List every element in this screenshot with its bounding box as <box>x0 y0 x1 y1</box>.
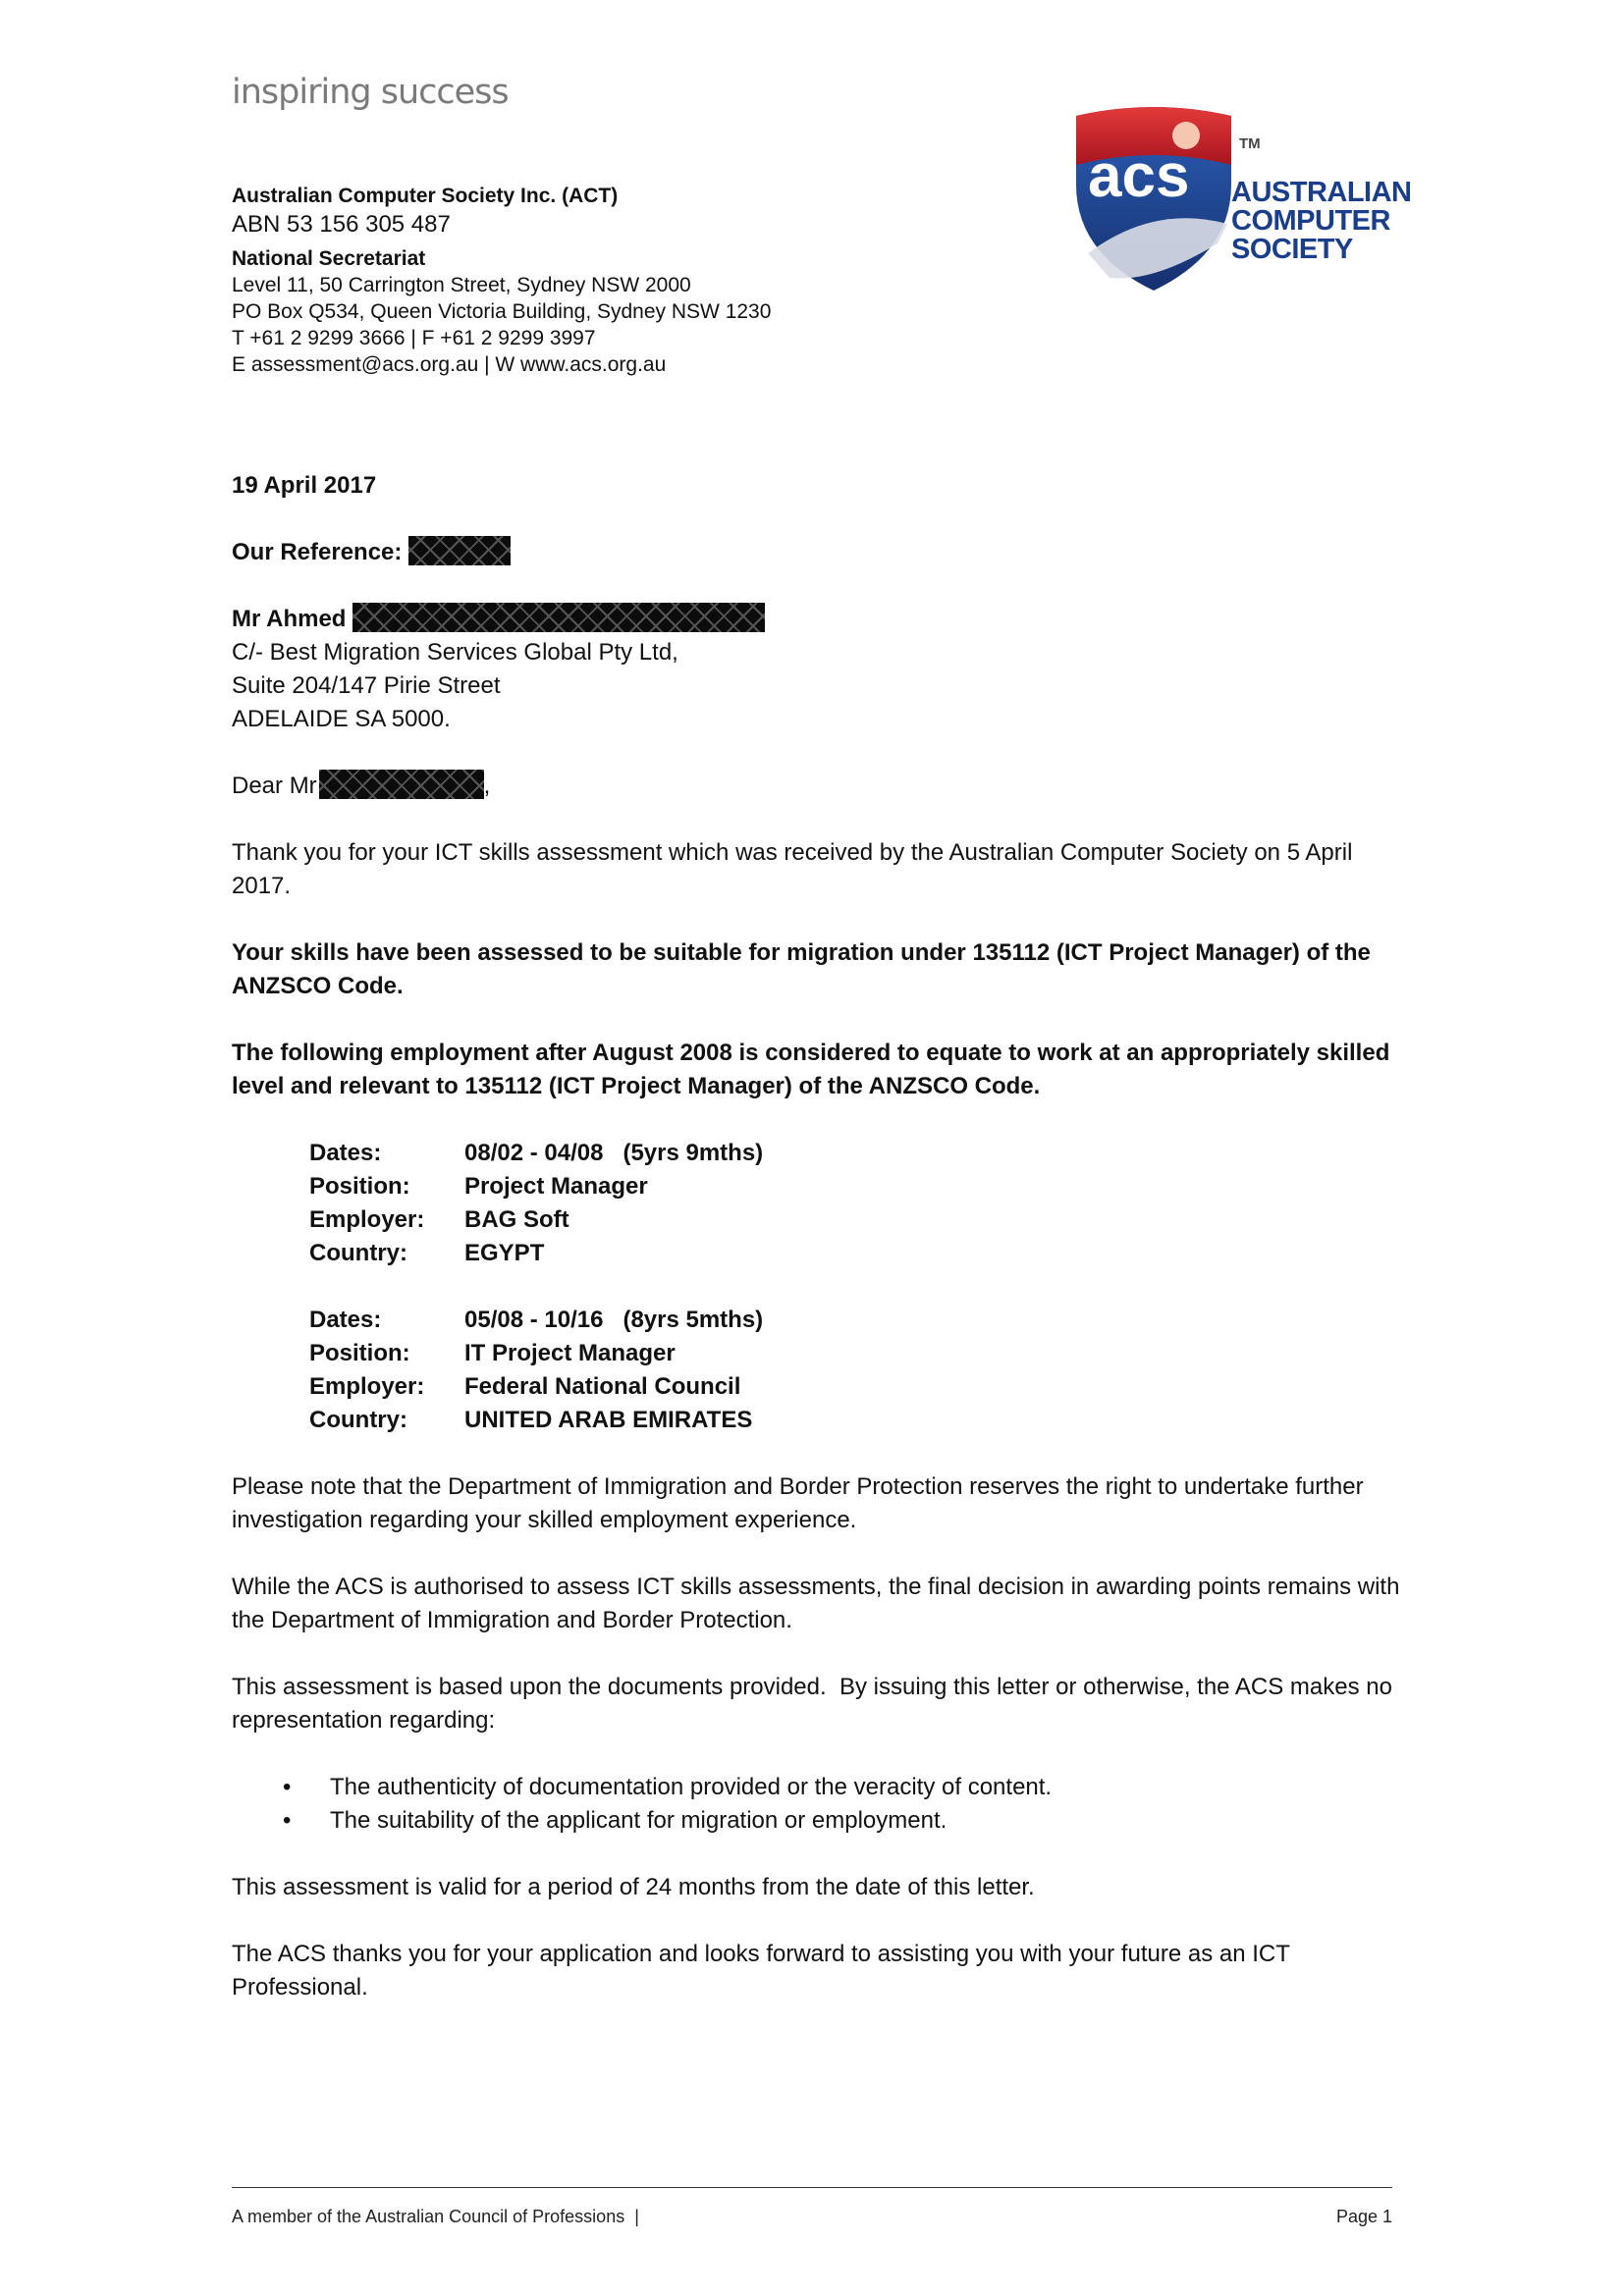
recipient-address-line: C/- Best Migration Services Global Pty Ltd, <box>232 639 678 666</box>
paragraph-note: Please note that the Department of Immigration and Border Protection reserves the right to undertake further investigation regarding your skilled employment experience. <box>232 1473 1364 1533</box>
org-name: Australian Computer Society Inc. (ACT) <box>232 185 619 207</box>
sender-address <box>232 183 771 378</box>
list-item <box>232 1804 1400 1838</box>
representation-list <box>232 1771 1400 1838</box>
logo-name-line: COMPUTER <box>1231 205 1390 237</box>
recipient-name: Mr Ahmed <box>232 606 347 632</box>
field-value: Federal National Council <box>464 1373 741 1400</box>
logo-name-line: AUSTRALIAN <box>1231 177 1412 208</box>
field-value: 05/08 - 10/16 (8yrs 5mths) <box>464 1307 764 1333</box>
abn: ABN 53 156 305 487 <box>232 211 451 238</box>
svg-text:acs: acs <box>1088 142 1190 210</box>
field-value: EGYPT <box>464 1240 545 1266</box>
employment-entry <box>309 1137 1400 1270</box>
field-value: 08/02 - 04/08 (5yrs 9mths) <box>464 1140 764 1166</box>
office-name: National Secretariat <box>232 247 426 270</box>
address-line: PO Box Q534, Queen Victoria Building, Sydney NSW 1230 <box>232 300 772 323</box>
salutation-text: Dear Mr <box>232 773 317 799</box>
field-label: Country: <box>309 1407 407 1433</box>
field-label: Dates: <box>309 1140 382 1166</box>
paragraph-employment: The following employment after August 2008 is considered to equate to work at an appropriately skilled level and relevant to 135112 (ICT Project Manager) of the ANZSCO Code. <box>232 1040 1390 1099</box>
employment-row <box>309 1404 1400 1437</box>
page-number: Page 1 <box>1335 2207 1392 2226</box>
employment-row <box>309 1170 1400 1203</box>
employment-row <box>309 1137 1400 1170</box>
employment-row <box>309 1304 1400 1337</box>
field-value: Project Manager <box>464 1173 648 1200</box>
recipient-address-line: ADELAIDE SA 5000. <box>232 706 451 732</box>
phone-line: T +61 2 9299 3666 | F +61 2 9299 3997 <box>232 327 596 349</box>
paragraph-thanks: The ACS thanks you for your application and looks forward to assisting you with your future as an ICT Professional. <box>232 1941 1290 2001</box>
paragraph-authorised: While the ACS is authorised to assess ICT skills assessments, the final decision in awarding points remains with the Department of Immigration and Border Protection. <box>232 1574 1400 1633</box>
footer-text: A member of the Australian Council of Professions | <box>232 2207 639 2226</box>
field-label: Position: <box>309 1173 410 1200</box>
tagline: inspiring success <box>232 73 509 112</box>
list-item-text: The authenticity of documentation provided or the veracity of content. <box>330 1774 1053 1800</box>
logo-name-line: SOCIETY <box>1231 234 1353 265</box>
redaction-box <box>319 770 484 799</box>
field-label: Country: <box>309 1240 407 1266</box>
letter-body <box>232 469 1400 2038</box>
paragraph-valid: This assessment is valid for a period of 24 months from the date of this letter. <box>232 1874 1035 1900</box>
redaction-box <box>408 536 511 565</box>
salutation <box>232 770 1400 803</box>
redaction-box <box>352 603 765 632</box>
paragraph-received: Thank you for your ICT skills assessment which was received by the Australian Computer Society on 5 April 2017. <box>232 839 1353 899</box>
field-label: Employer: <box>309 1206 425 1233</box>
list-item <box>232 1771 1400 1804</box>
salutation-end: , <box>483 773 491 799</box>
field-label: Employer: <box>309 1373 425 1400</box>
reference-line <box>232 536 1400 569</box>
field-value: IT Project Manager <box>464 1340 676 1366</box>
reference-label: Our Reference: <box>232 539 403 565</box>
letter-date: 19 April 2017 <box>232 472 377 499</box>
employment-row <box>309 1337 1400 1370</box>
acs-logo <box>1070 106 1412 297</box>
list-item-text: The suitability of the applicant for migration or employment. <box>330 1807 947 1834</box>
employment-row <box>309 1237 1400 1270</box>
paragraph-suitable: Your skills have been assessed to be suitable for migration under 135112 (ICT Project Manager) of the ANZSCO Code. <box>232 939 1371 999</box>
footer-divider <box>232 2187 1392 2188</box>
logo-name <box>1231 179 1412 264</box>
field-label: Dates: <box>309 1307 382 1333</box>
field-value: BAG Soft <box>464 1206 569 1233</box>
recipient-address-line: Suite 204/147 Pirie Street <box>232 672 501 699</box>
acs-shield-icon <box>1070 106 1237 297</box>
bullet-icon: • <box>283 1807 292 1834</box>
recipient-name-line <box>232 603 1400 636</box>
employment-entry <box>309 1304 1400 1437</box>
employment-row <box>309 1370 1400 1404</box>
field-label: Position: <box>309 1340 410 1366</box>
bullet-icon: • <box>283 1774 292 1800</box>
paragraph-based: This assessment is based upon the documents provided. By issuing this letter or otherwise, the ACS makes no representation regarding: <box>232 1674 1399 1734</box>
trademark-mark: TM <box>1239 135 1261 152</box>
contact-line: E assessment@acs.org.au | W www.acs.org.au <box>232 353 667 376</box>
address-line: Level 11, 50 Carrington Street, Sydney NSW 2000 <box>232 274 691 296</box>
employment-row <box>309 1203 1400 1237</box>
recipient-block <box>232 603 1400 736</box>
field-value: UNITED ARAB EMIRATES <box>464 1407 753 1433</box>
